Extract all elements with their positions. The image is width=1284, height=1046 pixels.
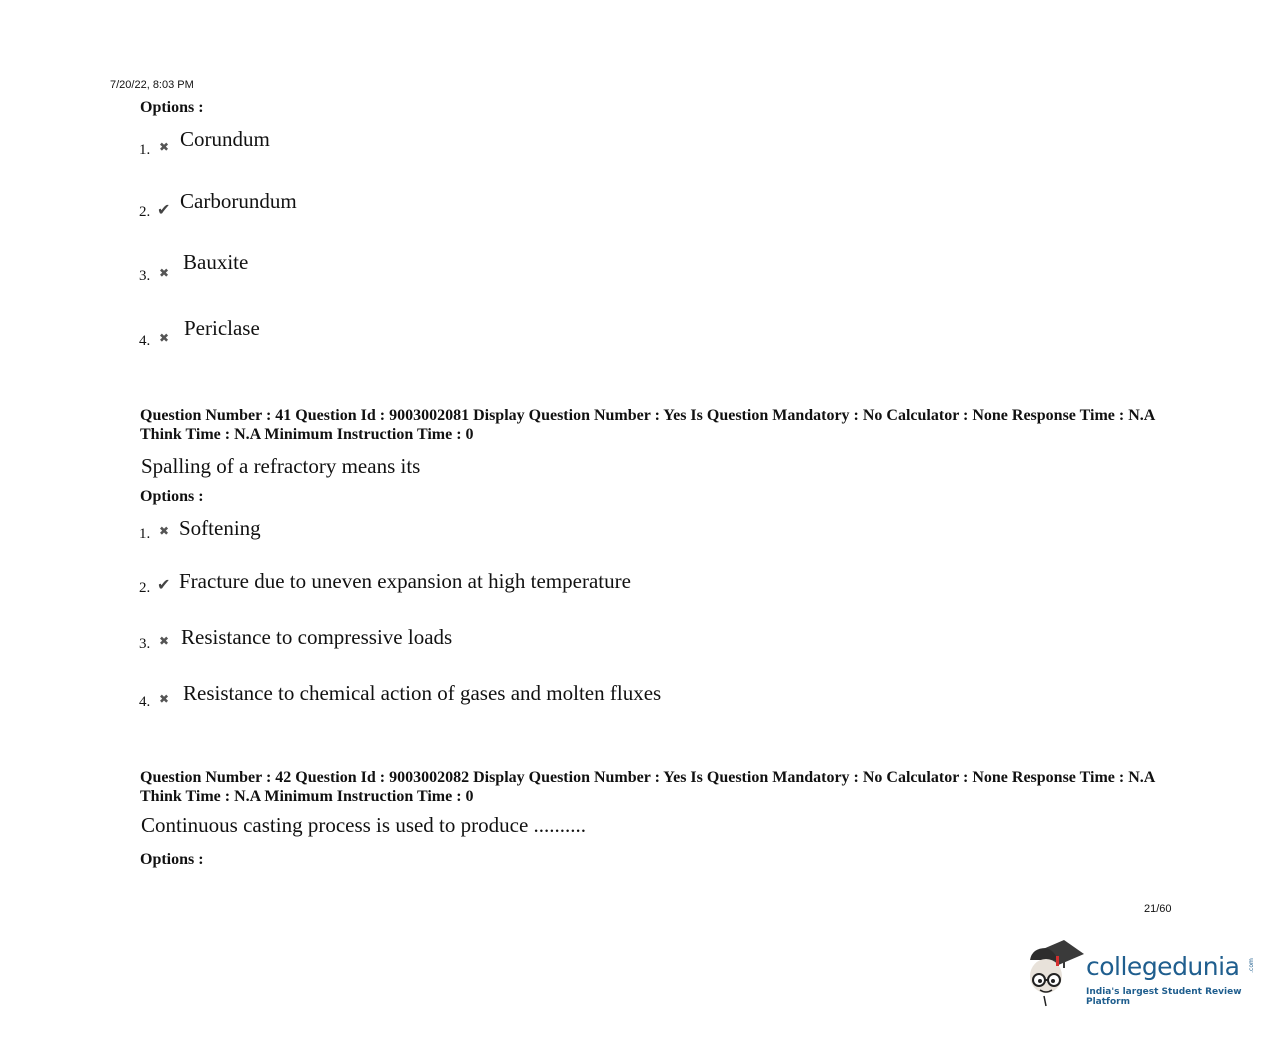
option-number: 1. <box>139 526 151 542</box>
mascot-icon <box>1024 938 1084 1010</box>
cross-icon: ✖ <box>159 524 170 538</box>
logo-tagline: India's largest Student Review Platform <box>1086 987 1242 1007</box>
collegedunia-logo[interactable] <box>1024 938 1264 1010</box>
option-number: 3. <box>139 268 151 284</box>
option-text: Fracture due to uneven expansion at high temperature <box>179 569 631 593</box>
option-text: Resistance to compressive loads <box>181 625 453 649</box>
question-meta: Question Number : 42 Question Id : 9003002082 Display Question Number : Yes Is Question Mandatory : No Calculator : None Response Time : N.A Think Time : N.A Minimum Instruction Time : 0 <box>140 769 1155 805</box>
question-text: Spalling of a refractory means its <box>141 454 421 478</box>
page-number: 21/60 <box>1144 903 1172 915</box>
cross-icon: ✖ <box>159 634 170 648</box>
logo-suffix: .com <box>1247 958 1255 973</box>
cross-icon: ✖ <box>159 331 170 345</box>
cross-icon: ✖ <box>159 692 170 706</box>
option-text: Softening <box>179 516 261 540</box>
options-label: Options : <box>140 99 204 116</box>
option-text: Periclase <box>184 316 260 340</box>
question-text: Continuous casting process is used to produce .......... <box>141 813 587 837</box>
options-label: Options : <box>140 851 204 868</box>
option-text: Bauxite <box>183 250 249 274</box>
check-icon: ✔ <box>157 200 171 219</box>
option-text: Resistance to chemical action of gases and molten fluxes <box>183 681 662 705</box>
cross-icon: ✖ <box>159 266 170 280</box>
cross-icon: ✖ <box>159 140 170 154</box>
check-icon: ✔ <box>157 575 171 594</box>
option-text: Carborundum <box>180 189 297 213</box>
option-number: 4. <box>139 694 151 710</box>
option-number: 2. <box>139 204 151 220</box>
option-number: 2. <box>139 580 151 596</box>
option-number: 4. <box>139 333 151 349</box>
option-text: Corundum <box>180 127 270 151</box>
option-number: 1. <box>139 142 151 158</box>
options-label: Options : <box>140 488 204 505</box>
print-timestamp: 7/20/22, 8:03 PM <box>110 79 194 91</box>
option-number: 3. <box>139 636 151 652</box>
logo-wordmark: collegedunia <box>1086 952 1240 981</box>
question-meta: Question Number : 41 Question Id : 9003002081 Display Question Number : Yes Is Question Mandatory : No Calculator : None Response Time : N.A Think Time : N.A Minimum Instruction Time : 0 <box>140 407 1155 443</box>
